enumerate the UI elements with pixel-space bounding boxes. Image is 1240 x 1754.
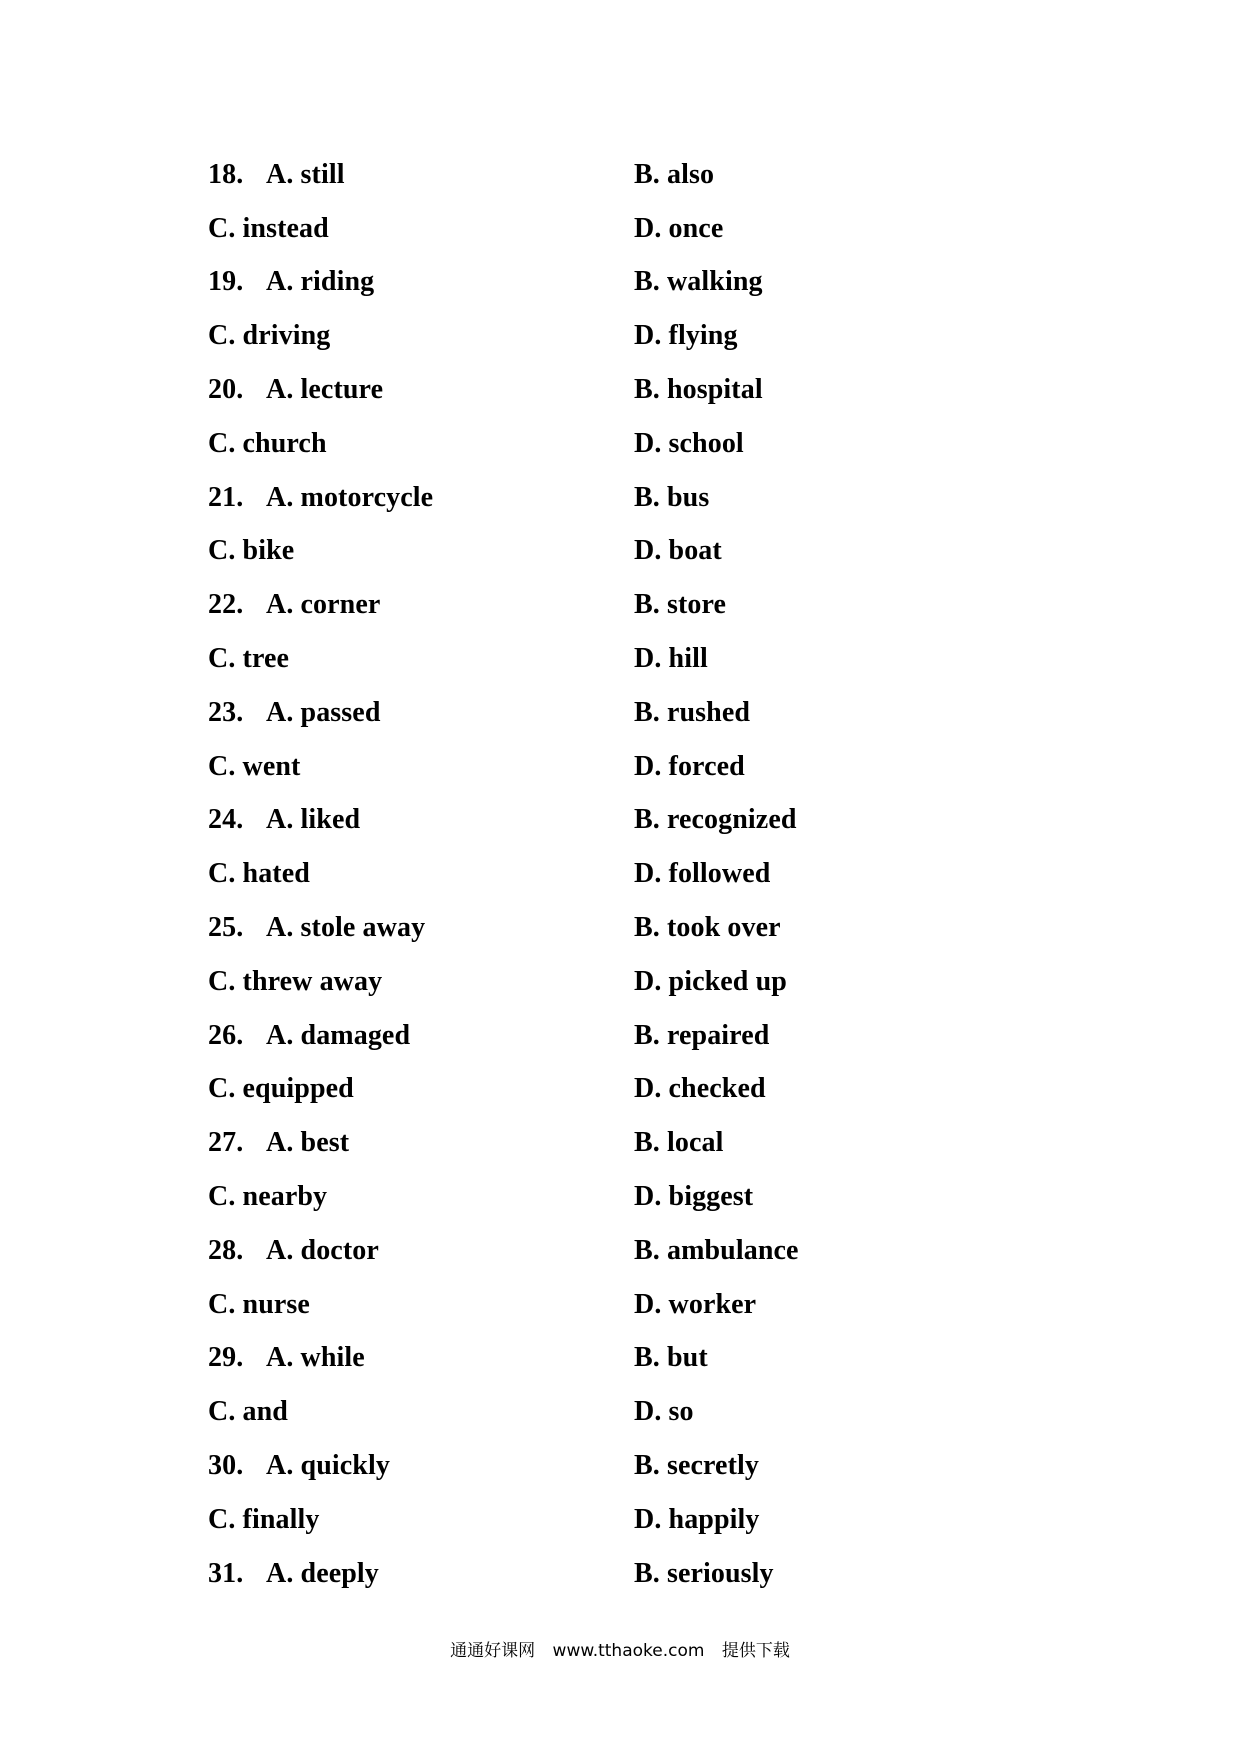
- option-b: B. ambulance: [634, 1234, 799, 1266]
- option-d: D. once: [634, 212, 724, 244]
- option-c: C. and: [208, 1396, 288, 1428]
- option-a: A. deeply: [266, 1557, 379, 1589]
- question-number: 26.: [208, 1019, 244, 1051]
- option-b: B. repaired: [634, 1019, 770, 1051]
- footer-url: www.tthaoke.com: [552, 1641, 705, 1661]
- question-item: [208, 686, 1108, 794]
- option-d: D. picked up: [634, 965, 787, 997]
- footer-site-name: 通通好课网: [450, 1641, 536, 1661]
- question-number: 19.: [208, 266, 244, 298]
- option-a: A. lecture: [266, 374, 384, 406]
- left-column-cell: [208, 374, 634, 406]
- question-row-cd: [208, 632, 1108, 686]
- question-number: 29.: [208, 1342, 244, 1374]
- left-column-cell: [208, 589, 634, 621]
- question-item: [208, 471, 1108, 579]
- option-a: A. while: [266, 1342, 365, 1374]
- option-b: B. bus: [634, 481, 710, 513]
- question-number: 30.: [208, 1450, 244, 1482]
- question-number: 24.: [208, 804, 244, 836]
- option-d: D. school: [634, 427, 744, 459]
- question-number: 28.: [208, 1234, 244, 1266]
- question-number: 21.: [208, 481, 244, 513]
- option-b: B. local: [634, 1127, 724, 1159]
- option-a: A. riding: [266, 266, 375, 298]
- question-row-cd: [208, 1063, 1108, 1117]
- option-b: B. hospital: [634, 374, 763, 406]
- option-b: B. took over: [634, 912, 781, 944]
- option-b: B. also: [634, 158, 715, 190]
- left-column-cell: [208, 1020, 634, 1052]
- option-b: B. rushed: [634, 696, 751, 728]
- option-b: B. recognized: [634, 804, 797, 836]
- question-item: [208, 1439, 1108, 1547]
- option-c: C. equipped: [208, 1073, 354, 1105]
- question-number: 25.: [208, 912, 244, 944]
- left-column-cell: [208, 1558, 634, 1590]
- option-a: A. doctor: [266, 1234, 379, 1266]
- option-b: B. walking: [634, 266, 763, 298]
- question-row-ab: [208, 1332, 1108, 1386]
- option-c: C. nurse: [208, 1288, 310, 1320]
- question-item: [208, 794, 1108, 902]
- question-row-ab: [208, 1224, 1108, 1278]
- question-row-ab: [208, 578, 1108, 632]
- option-d: D. followed: [634, 858, 771, 890]
- option-d: D. hill: [634, 643, 708, 675]
- footer-provided: 提供下载: [721, 1641, 790, 1661]
- question-row-ab: [208, 1009, 1108, 1063]
- question-row-cd: [208, 955, 1108, 1009]
- option-a: A. quickly: [266, 1450, 390, 1482]
- question-row-ab: [208, 901, 1108, 955]
- left-column-cell: [208, 1450, 634, 1482]
- question-row-ab: [208, 1547, 1108, 1601]
- option-c: C. driving: [208, 320, 331, 352]
- question-item: [208, 148, 1108, 256]
- question-row-ab: [208, 256, 1108, 310]
- question-number: 31.: [208, 1557, 244, 1589]
- option-b: B. store: [634, 589, 727, 621]
- option-d: D. flying: [634, 320, 738, 352]
- option-c: C. finally: [208, 1503, 320, 1535]
- left-column-cell: [208, 804, 634, 836]
- option-b: B. secretly: [634, 1450, 759, 1482]
- question-row-cd: [208, 1493, 1108, 1547]
- option-c: C. nearby: [208, 1181, 328, 1213]
- question-item: [208, 256, 1108, 364]
- option-a: A. passed: [266, 696, 381, 728]
- question-number: 23.: [208, 696, 244, 728]
- left-column-cell: [208, 482, 634, 514]
- option-c: C. church: [208, 427, 327, 459]
- question-number: 20.: [208, 374, 244, 406]
- option-a: A. motorcycle: [266, 481, 434, 513]
- question-row-cd: [208, 417, 1108, 471]
- question-row-ab: [208, 363, 1108, 417]
- left-column-cell: [208, 266, 634, 298]
- question-item: [208, 901, 1108, 1009]
- question-number: 18.: [208, 158, 244, 190]
- option-d: D. forced: [634, 750, 745, 782]
- question-item: [208, 1547, 1108, 1601]
- question-row-ab: [208, 148, 1108, 202]
- question-row-ab: [208, 794, 1108, 848]
- option-a: A. still: [266, 158, 345, 190]
- option-c: C. instead: [208, 212, 329, 244]
- question-row-ab: [208, 686, 1108, 740]
- left-column-cell: [208, 697, 634, 729]
- question-row-ab: [208, 471, 1108, 525]
- left-column-cell: [208, 159, 634, 191]
- question-row-cd: [208, 202, 1108, 256]
- option-a: A. damaged: [266, 1019, 411, 1051]
- left-column-cell: [208, 912, 634, 944]
- option-c: C. threw away: [208, 965, 383, 997]
- option-a: A. corner: [266, 589, 381, 621]
- question-item: [208, 578, 1108, 686]
- option-a: A. stole away: [266, 912, 426, 944]
- question-number: 22.: [208, 589, 244, 621]
- question-row-cd: [208, 1170, 1108, 1224]
- option-c: C. bike: [208, 535, 295, 567]
- option-c: C. tree: [208, 643, 290, 675]
- page-footer: [0, 1636, 1240, 1661]
- option-c: C. hated: [208, 858, 310, 890]
- question-row-cd: [208, 525, 1108, 579]
- option-a: A. best: [266, 1127, 350, 1159]
- option-d: D. biggest: [634, 1181, 754, 1213]
- question-item: [208, 1009, 1108, 1117]
- left-column-cell: [208, 1342, 634, 1374]
- question-item: [208, 1332, 1108, 1440]
- question-item: [208, 1116, 1108, 1224]
- option-c: C. went: [208, 750, 301, 782]
- question-row-ab: [208, 1116, 1108, 1170]
- question-list: [208, 148, 1108, 1601]
- option-d: D. boat: [634, 535, 722, 567]
- option-b: B. seriously: [634, 1557, 774, 1589]
- question-row-ab: [208, 1439, 1108, 1493]
- question-item: [208, 1224, 1108, 1332]
- option-d: D. worker: [634, 1288, 757, 1320]
- left-column-cell: [208, 1235, 634, 1267]
- question-row-cd: [208, 847, 1108, 901]
- question-item: [208, 363, 1108, 471]
- option-d: D. happily: [634, 1503, 760, 1535]
- option-d: D. so: [634, 1396, 694, 1428]
- question-row-cd: [208, 740, 1108, 794]
- question-row-cd: [208, 1385, 1108, 1439]
- question-row-cd: [208, 1278, 1108, 1332]
- option-b: B. but: [634, 1342, 708, 1374]
- left-column-cell: [208, 1127, 634, 1159]
- question-number: 27.: [208, 1127, 244, 1159]
- option-a: A. liked: [266, 804, 361, 836]
- question-row-cd: [208, 309, 1108, 363]
- option-d: D. checked: [634, 1073, 766, 1105]
